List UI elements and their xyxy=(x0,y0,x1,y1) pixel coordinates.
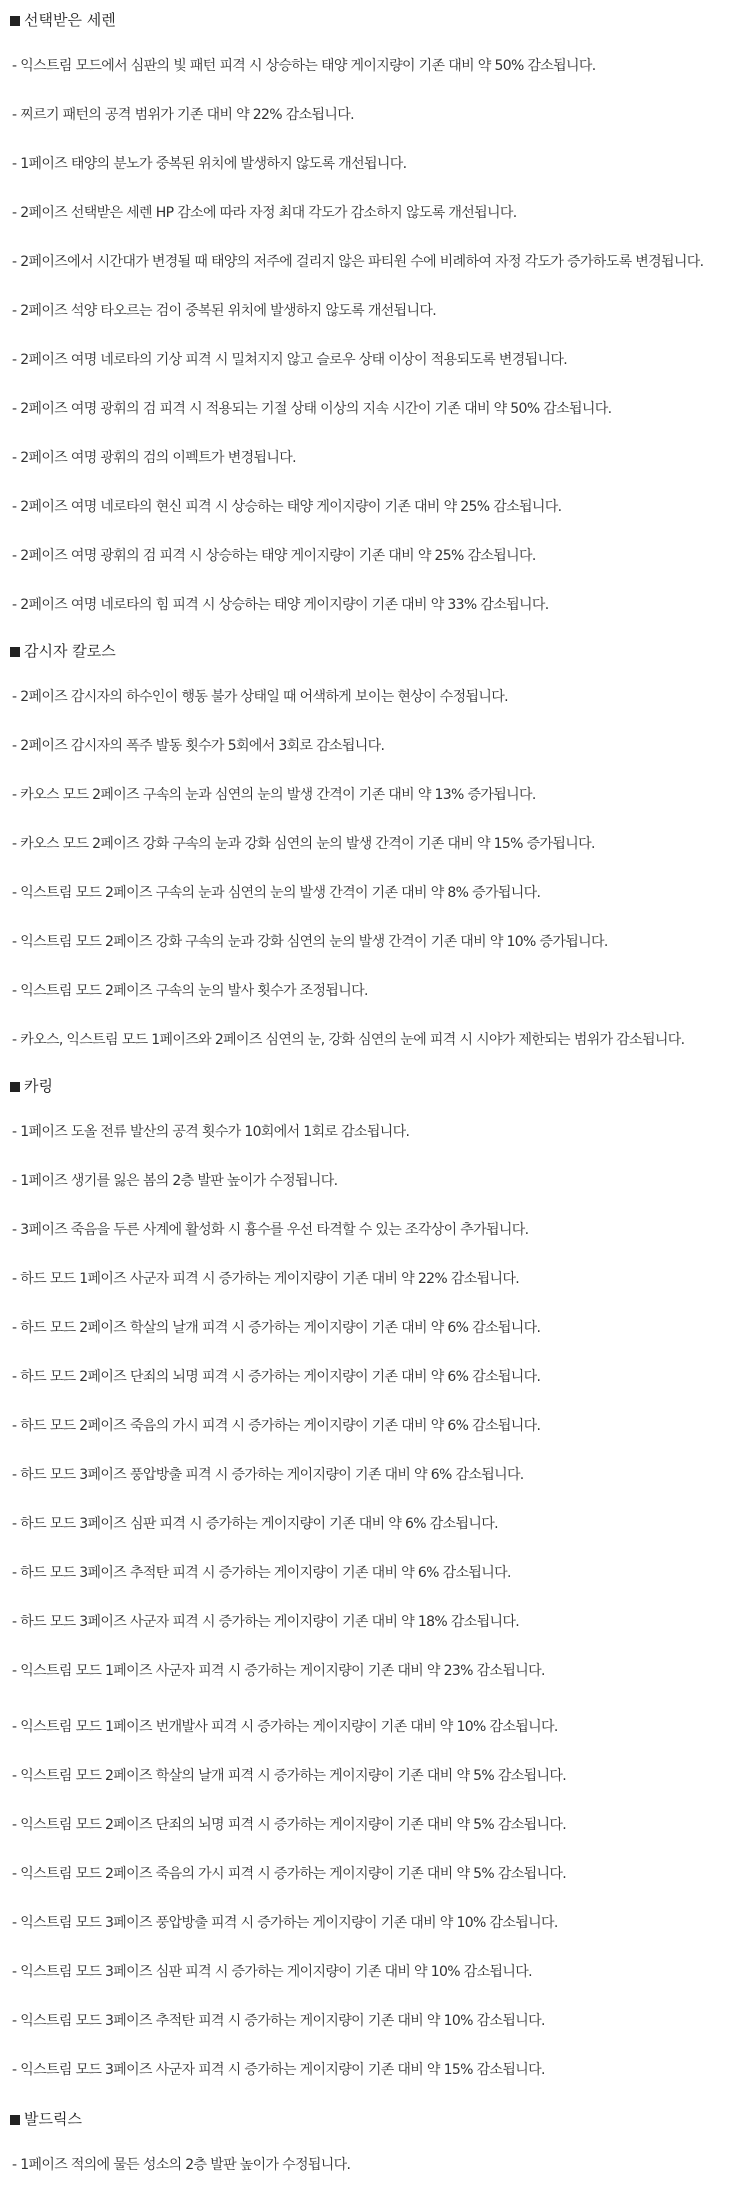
list-item: - 익스트림 모드 2페이즈 학살의 날개 피격 시 증가하는 게이지량이 기존 대비 약 5% 감소됩니다. xyxy=(12,1768,567,1784)
list-item: - 2페이즈 여명 광휘의 검의 이펙트가 변경됩니다. xyxy=(12,450,296,466)
list-item: - 2페이즈 여명 광휘의 검 피격 시 상승하는 태양 게이지량이 기존 대비 약 25% 감소됩니다. xyxy=(12,548,536,564)
list-item: - 2페이즈 여명 네로타의 기상 피격 시 밀쳐지지 않고 슬로우 상태 이상이 적용되도록 변경됩니다. xyxy=(12,352,568,368)
list-item: - 찌르기 패턴의 공격 범위가 기존 대비 약 22% 감소됩니다. xyxy=(12,107,354,123)
list-item: - 익스트림 모드에서 심판의 빛 패턴 피격 시 상승하는 태양 게이지량이 기존 대비 약 50% 감소됩니다. xyxy=(12,58,596,74)
square-bullet-icon xyxy=(10,16,20,26)
square-bullet-icon xyxy=(10,1082,20,1092)
section-title: 발드릭스 xyxy=(24,2110,82,2128)
list-item: - 익스트림 모드 1페이즈 번개발사 피격 시 증가하는 게이지량이 기존 대비 약 10% 감소됩니다. xyxy=(12,1719,558,1735)
section-title: 감시자 칼로스 xyxy=(24,642,116,660)
list-item: - 하드 모드 3페이즈 풍압방출 피격 시 증가하는 게이지량이 기존 대비 약 6% 감소됩니다. xyxy=(12,1467,524,1483)
list-item: - 익스트림 모드 2페이즈 구속의 눈의 발사 횟수가 조정됩니다. xyxy=(12,983,368,999)
list-item: - 하드 모드 3페이즈 심판 피격 시 증가하는 게이지량이 기존 대비 약 6% 감소됩니다. xyxy=(12,1516,498,1532)
section-header-baldrix xyxy=(10,2108,82,2130)
list-item: - 익스트림 모드 1페이즈 사군자 피격 시 증가하는 게이지량이 기존 대비 약 23% 감소됩니다. xyxy=(12,1663,545,1679)
section-header-kaling xyxy=(10,1075,53,1097)
list-item: - 1페이즈 생기를 잃은 봄의 2층 발판 높이가 수정됩니다. xyxy=(12,1173,338,1189)
list-item: - 1페이즈 태양의 분노가 중복된 위치에 발생하지 않도록 개선됩니다. xyxy=(12,156,407,172)
list-item: - 2페이즈에서 시간대가 변경될 때 태양의 저주에 걸리지 않은 파티원 수에 비례하여 자정 각도가 증가하도록 변경됩니다. xyxy=(12,254,704,270)
list-item: - 하드 모드 2페이즈 학살의 날개 피격 시 증가하는 게이지량이 기존 대비 약 6% 감소됩니다. xyxy=(12,1320,541,1336)
list-item: - 익스트림 모드 3페이즈 풍압방출 피격 시 증가하는 게이지량이 기존 대비 약 10% 감소됩니다. xyxy=(12,1915,558,1931)
list-item: - 2페이즈 여명 광휘의 검 피격 시 적용되는 기절 상태 이상의 지속 시간이 기존 대비 약 50% 감소됩니다. xyxy=(12,401,612,417)
section-title: 카링 xyxy=(24,1077,53,1095)
list-item: - 2페이즈 감시자의 폭주 발동 횟수가 5회에서 3회로 감소됩니다. xyxy=(12,738,385,754)
list-item: - 하드 모드 3페이즈 사군자 피격 시 증가하는 게이지량이 기존 대비 약 18% 감소됩니다. xyxy=(12,1614,519,1630)
list-item: - 익스트림 모드 2페이즈 단죄의 뇌명 피격 시 증가하는 게이지량이 기존 대비 약 5% 감소됩니다. xyxy=(12,1817,567,1833)
list-item: - 익스트림 모드 2페이즈 구속의 눈과 심연의 눈의 발생 간격이 기존 대비 약 8% 증가됩니다. xyxy=(12,885,541,901)
square-bullet-icon xyxy=(10,647,20,657)
list-item: - 1페이즈 적의에 물든 성소의 2층 발판 높이가 수정됩니다. xyxy=(12,2157,351,2173)
list-item: - 익스트림 모드 2페이즈 강화 구속의 눈과 강화 심연의 눈의 발생 간격이 기존 대비 약 10% 증가됩니다. xyxy=(12,934,608,950)
list-item: - 익스트림 모드 3페이즈 추적탄 피격 시 증가하는 게이지량이 기존 대비 약 10% 감소됩니다. xyxy=(12,2013,545,2029)
list-item: - 하드 모드 1페이즈 사군자 피격 시 증가하는 게이지량이 기존 대비 약 22% 감소됩니다. xyxy=(12,1271,519,1287)
list-item: - 익스트림 모드 3페이즈 심판 피격 시 증가하는 게이지량이 기존 대비 약 10% 감소됩니다. xyxy=(12,1964,532,1980)
list-item: - 익스트림 모드 3페이즈 사군자 피격 시 증가하는 게이지량이 기존 대비 약 15% 감소됩니다. xyxy=(12,2062,545,2078)
list-item: - 카오스 모드 2페이즈 강화 구속의 눈과 강화 심연의 눈의 발생 간격이 기존 대비 약 15% 증가됩니다. xyxy=(12,836,595,852)
list-item: - 카오스, 익스트림 모드 1페이즈와 2페이즈 심연의 눈, 강화 심연의 눈에 피격 시 시야가 제한되는 범위가 감소됩니다. xyxy=(12,1032,685,1048)
section-header-seren xyxy=(10,9,116,31)
list-item: - 2페이즈 여명 네로타의 힘 피격 시 상승하는 태양 게이지량이 기존 대비 약 33% 감소됩니다. xyxy=(12,597,549,613)
list-item: - 익스트림 모드 2페이즈 죽음의 가시 피격 시 증가하는 게이지량이 기존 대비 약 5% 감소됩니다. xyxy=(12,1866,567,1882)
list-item: - 카오스 모드 2페이즈 구속의 눈과 심연의 눈의 발생 간격이 기존 대비 약 13% 증가됩니다. xyxy=(12,787,536,803)
square-bullet-icon xyxy=(10,2115,20,2125)
list-item: - 2페이즈 석양 타오르는 검이 중복된 위치에 발생하지 않도록 개선됩니다. xyxy=(12,303,437,319)
list-item: - 2페이즈 선택받은 세렌 HP 감소에 따라 자정 최대 각도가 감소하지 않도록 개선됩니다. xyxy=(12,205,517,221)
list-item: - 하드 모드 2페이즈 단죄의 뇌명 피격 시 증가하는 게이지량이 기존 대비 약 6% 감소됩니다. xyxy=(12,1369,541,1385)
list-item: - 3페이즈 죽음을 두른 사계에 활성화 시 흉수를 우선 타격할 수 있는 조각상이 추가됩니다. xyxy=(12,1222,529,1238)
list-item: - 2페이즈 여명 네로타의 현신 피격 시 상승하는 태양 게이지량이 기존 대비 약 25% 감소됩니다. xyxy=(12,499,562,515)
list-item: - 하드 모드 3페이즈 추적탄 피격 시 증가하는 게이지량이 기존 대비 약 6% 감소됩니다. xyxy=(12,1565,511,1581)
list-item: - 하드 모드 2페이즈 죽음의 가시 피격 시 증가하는 게이지량이 기존 대비 약 6% 감소됩니다. xyxy=(12,1418,541,1434)
list-item: - 1페이즈 도올 전류 발산의 공격 횟수가 10회에서 1회로 감소됩니다. xyxy=(12,1124,410,1140)
list-item: - 2페이즈 감시자의 하수인이 행동 불가 상태일 때 어색하게 보이는 현상이 수정됩니다. xyxy=(12,689,508,705)
section-header-kalos xyxy=(10,640,116,662)
section-title: 선택받은 세렌 xyxy=(24,11,116,29)
